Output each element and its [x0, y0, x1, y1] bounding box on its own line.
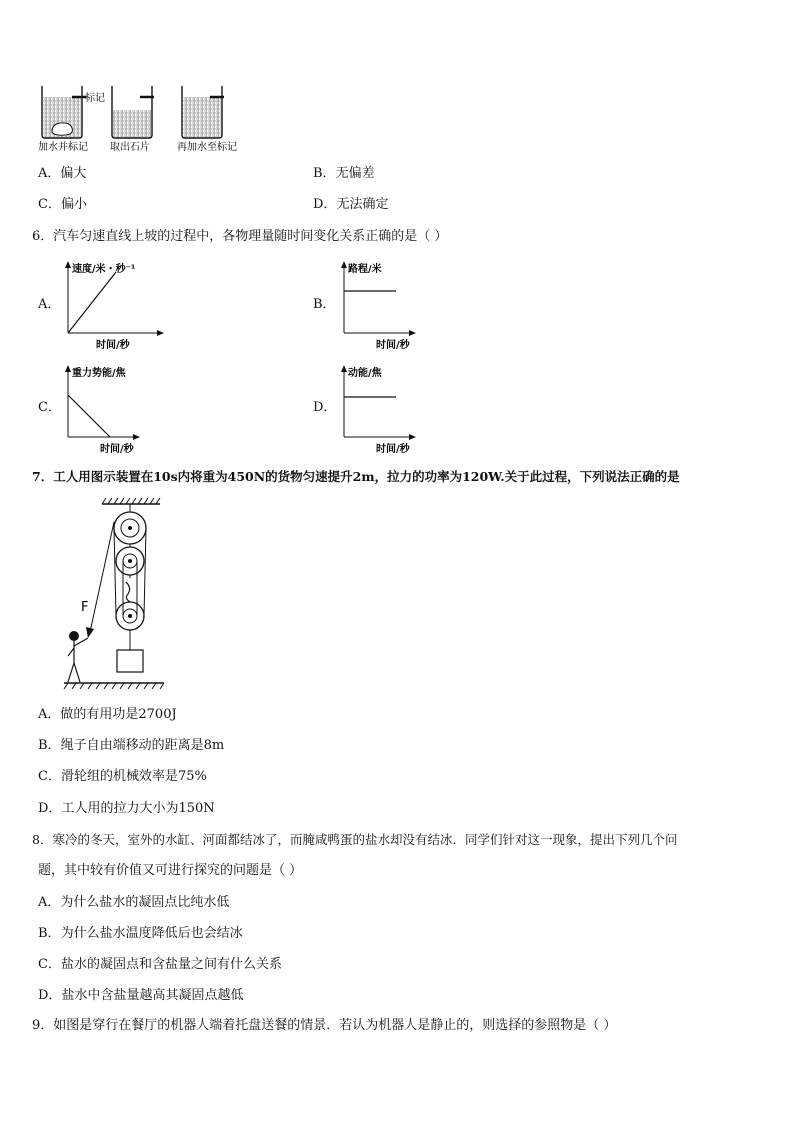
x-axis-label: 时间/秒 — [376, 340, 410, 351]
q6-option-b-letter[interactable]: B． — [313, 297, 336, 312]
option-text: 盐水的凝固点和含盐量之间有什么关系 — [60, 957, 282, 972]
option-letter: D． — [38, 988, 62, 1003]
option-letter: C． — [38, 197, 61, 212]
q5-option-d[interactable] — [313, 197, 388, 213]
option-text: 无法确定 — [336, 197, 389, 212]
q8-stem-line2: 题，其中较有价值又可进行探究的问题是（ ） — [38, 863, 303, 878]
option-letter: B． — [313, 166, 336, 181]
q6-graph-b — [334, 258, 464, 353]
q6-option-c-letter[interactable]: C． — [38, 400, 61, 415]
option-text: 为什么盐水的凝固点比纯水低 — [60, 895, 230, 910]
q7-option-d[interactable] — [38, 801, 215, 817]
pulley-system-figure — [60, 498, 170, 693]
stone-icon — [52, 123, 72, 135]
beaker-caption-1: 加水并标记 — [38, 142, 88, 153]
option-text: 盐水中含盐量越高其凝固点越低 — [61, 988, 244, 1003]
q7-option-a[interactable] — [38, 707, 177, 723]
option-letter: D． — [313, 197, 337, 212]
option-text: 偏小 — [60, 197, 87, 212]
beaker-figure — [30, 80, 260, 155]
q6-option-d-letter[interactable]: D． — [313, 400, 337, 415]
q5-option-b[interactable] — [313, 166, 375, 182]
q8-stem-line1: 8．寒冷的冬天，室外的水缸、河面都结冰了，而腌咸鸭蛋的盐水却没有结冰．同学们针对这一现象，提出下列几个问 — [32, 832, 678, 847]
beaker-caption-3: 再加水至标记 — [177, 142, 237, 153]
graph-line — [68, 272, 116, 333]
q5-option-a[interactable] — [38, 166, 86, 182]
option-letter: A． — [38, 166, 61, 181]
x-axis-label: 时间/秒 — [96, 340, 130, 351]
option-letter: C． — [38, 957, 61, 972]
y-axis-label: 重力势能/焦 — [72, 368, 126, 379]
option-letter: B． — [38, 738, 61, 753]
option-letter: C． — [38, 769, 61, 784]
q7-option-c[interactable] — [38, 769, 207, 785]
y-axis-label: 速度/米・秒⁻¹ — [72, 264, 136, 275]
beaker-2 — [112, 86, 154, 138]
beaker-1 — [42, 86, 105, 138]
q9-stem: 9．如图是穿行在餐厅的机器人端着托盘送餐的情景．若认为机器人是静止的，则选择的参照物是（ ） — [32, 1018, 617, 1033]
q6-option-a-letter[interactable]: A． — [38, 297, 61, 312]
q6-graph-c — [58, 362, 188, 457]
q7-stem: 7．工人用图示装置在10s内将重为450N的货物匀速提升2m，拉力的功率为120W.关于此过程，下列说法正确的是 — [32, 469, 680, 484]
q7-option-b[interactable] — [38, 738, 224, 754]
option-letter: B． — [38, 926, 61, 941]
mark-label: 标记 — [85, 93, 105, 104]
graph-line — [68, 395, 110, 437]
option-text: 做的有用功是2700J — [60, 707, 177, 722]
option-letter: D． — [38, 801, 62, 816]
q8-option-c[interactable] — [38, 957, 282, 973]
option-text: 无偏差 — [335, 166, 375, 181]
q8-option-a[interactable] — [38, 895, 229, 911]
worker-icon — [68, 638, 88, 682]
option-text: 滑轮组的机械效率是75% — [60, 769, 207, 784]
option-letter: A． — [38, 895, 61, 910]
option-text: 偏大 — [60, 166, 87, 181]
beaker-3 — [182, 86, 224, 138]
x-axis-label: 时间/秒 — [376, 444, 410, 455]
y-axis-label: 路程/米 — [348, 264, 382, 275]
option-text: 为什么盐水温度降低后也会结冰 — [60, 926, 243, 941]
worker-head — [69, 631, 79, 641]
q6-stem: 6．汽车匀速直线上坡的过程中，各物理量随时间变化关系正确的是（ ） — [32, 229, 448, 244]
force-label: F — [81, 600, 89, 615]
option-text: 绳子自由端移动的距离是8m — [60, 738, 225, 753]
q5-option-c[interactable] — [38, 197, 87, 213]
q6-graph-a — [58, 258, 188, 353]
y-axis-label: 动能/焦 — [348, 368, 382, 379]
q8-option-b[interactable] — [38, 926, 243, 942]
beaker-caption-2: 取出石片 — [110, 142, 150, 153]
cargo-box — [117, 650, 143, 672]
x-axis-label: 时间/秒 — [100, 444, 134, 455]
q8-option-d[interactable] — [38, 988, 243, 1004]
option-text: 工人用的拉力大小为150N — [61, 801, 215, 816]
q6-graph-d — [334, 362, 464, 457]
option-letter: A． — [38, 707, 61, 722]
